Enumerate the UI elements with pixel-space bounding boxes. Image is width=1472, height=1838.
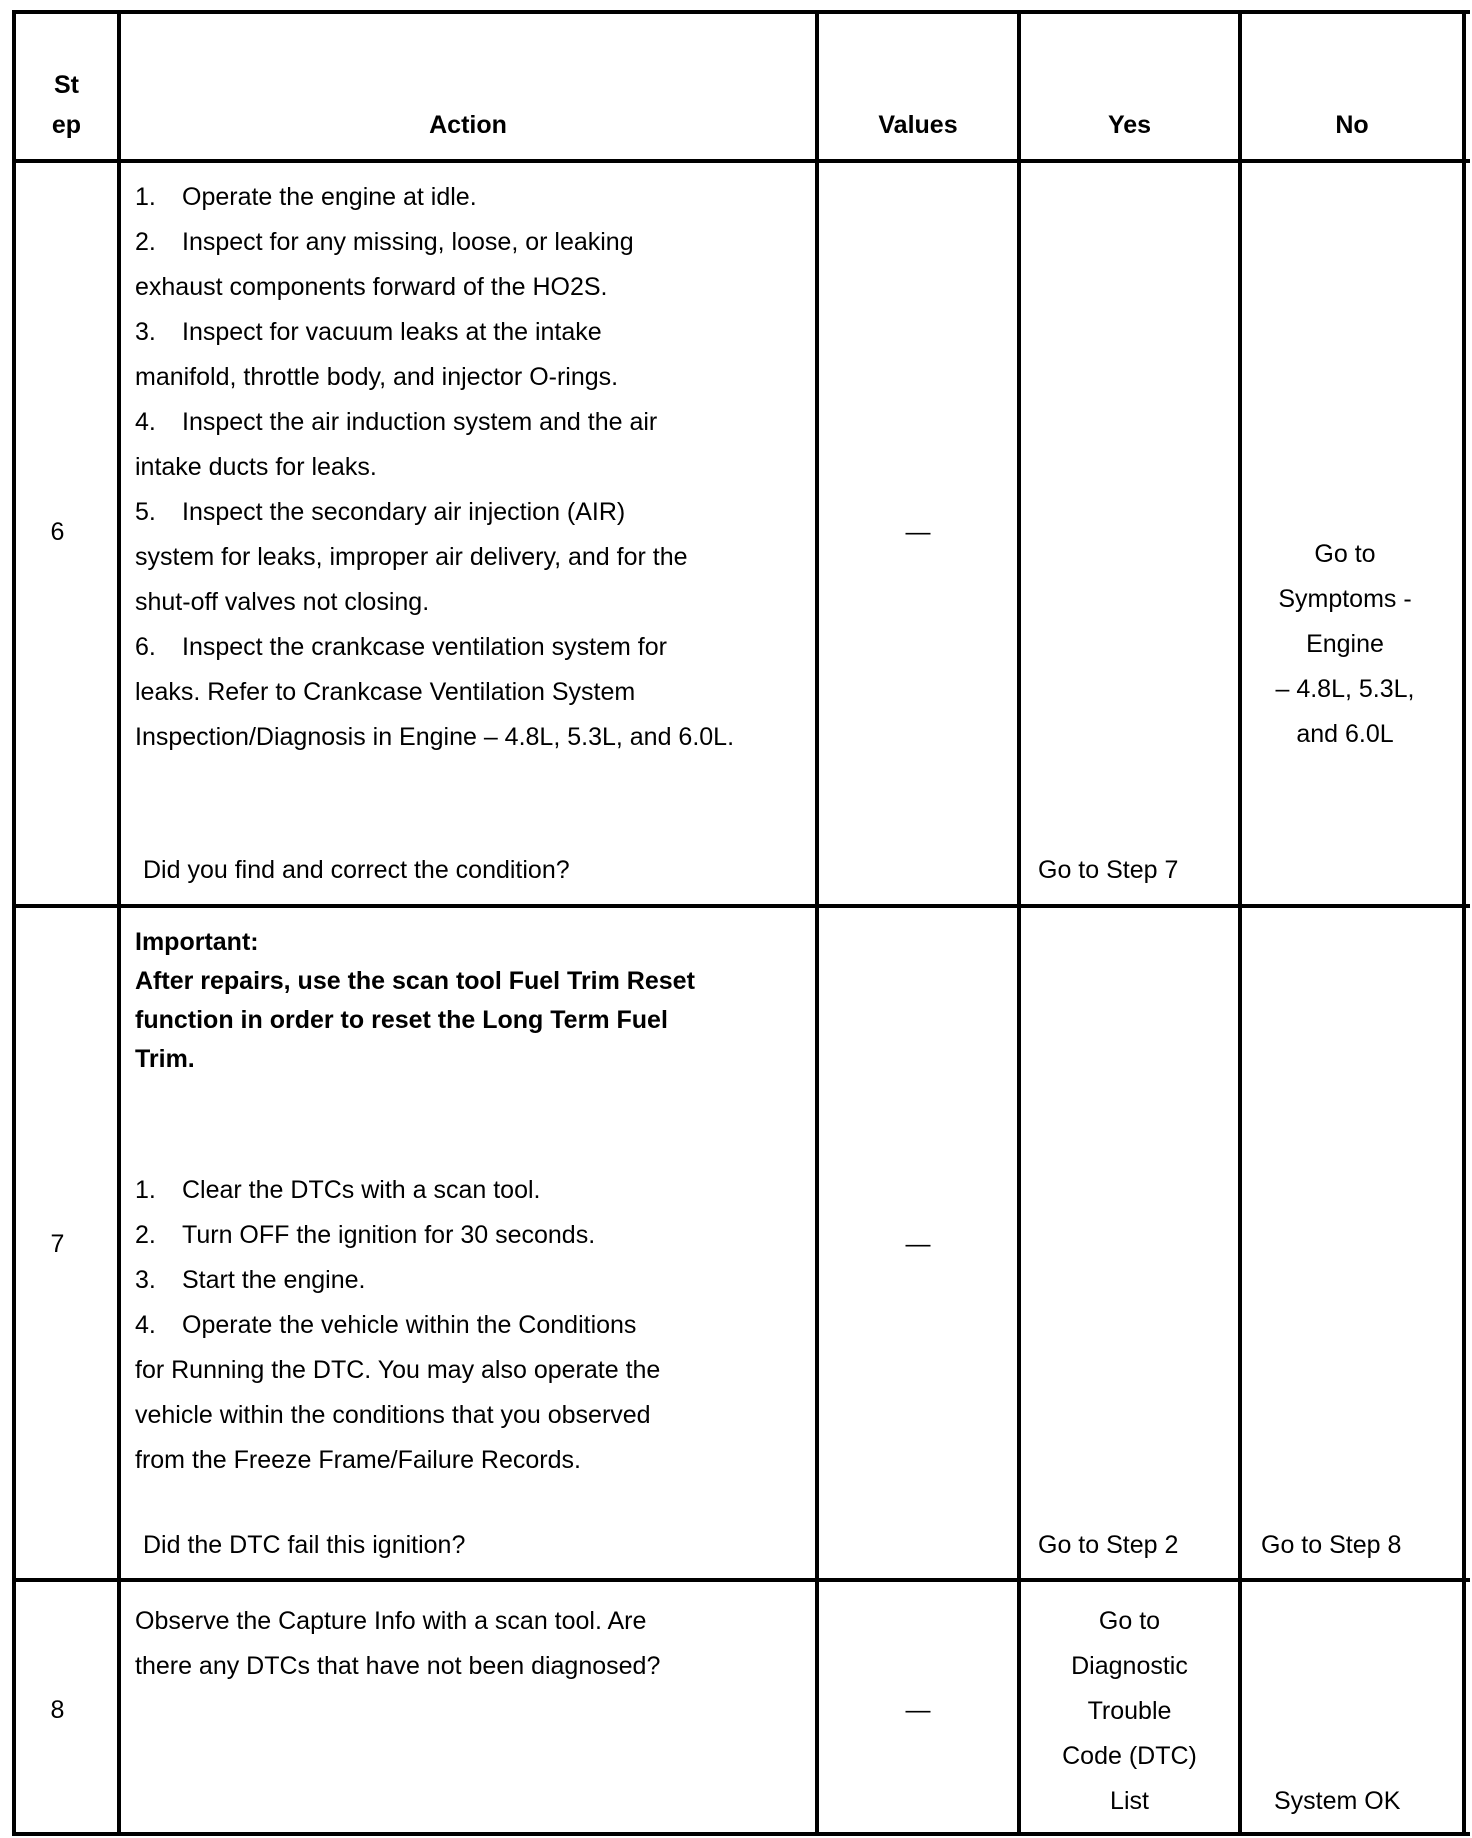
value-step-7: — bbox=[905, 1230, 931, 1258]
header-yes: Yes bbox=[1107, 111, 1152, 139]
action-item-cont: manifold, throttle body, and injector O-rings. bbox=[135, 363, 619, 391]
action-item: 2. Inspect for any missing, loose, or leaking bbox=[135, 228, 634, 256]
value-step-6: — bbox=[905, 518, 931, 546]
col-divider-left bbox=[12, 12, 16, 1836]
action-item: 2. Turn OFF the ignition for 30 seconds. bbox=[135, 1221, 596, 1249]
table-border-top bbox=[12, 10, 1470, 14]
header-values: Values bbox=[878, 111, 958, 139]
important-label: Important: bbox=[135, 928, 259, 956]
action-item: 3. Inspect for vacuum leaks at the intake bbox=[135, 318, 602, 346]
step-number-6: 6 bbox=[50, 518, 65, 546]
action-step-7 bbox=[135, 1168, 660, 1483]
header-step-line-1: St bbox=[54, 71, 79, 99]
action-item: 3. Start the engine. bbox=[135, 1266, 366, 1294]
action-item: 5. Inspect the secondary air injection (AIR) bbox=[135, 498, 626, 526]
action-item: 1. Clear the DTCs with a scan tool. bbox=[135, 1176, 541, 1204]
header-step-line-2: ep bbox=[51, 111, 82, 139]
yes-step-7: Go to Step 2 bbox=[1038, 1531, 1179, 1559]
action-item-cont: Inspection/Diagnosis in Engine – 4.8L, 5.3L, and 6.0L. bbox=[135, 723, 735, 751]
action-item: 4. Operate the vehicle within the Conditions bbox=[135, 1311, 637, 1339]
action-item-cont: shut-off valves not closing. bbox=[135, 588, 430, 616]
action-item-cont: from the Freeze Frame/Failure Records. bbox=[135, 1446, 581, 1474]
yes-step-6: Go to Step 7 bbox=[1038, 856, 1179, 884]
action-item-cont: intake ducts for leaks. bbox=[135, 453, 377, 481]
action-item: 4. Inspect the air induction system and the air bbox=[135, 408, 658, 436]
value-step-8: — bbox=[905, 1696, 931, 1724]
action-item-cont: exhaust components forward of the HO2S. bbox=[135, 273, 608, 301]
step-number-8: 8 bbox=[50, 1696, 65, 1724]
col-divider-action-values bbox=[815, 12, 819, 1836]
col-divider-right bbox=[1462, 12, 1466, 1836]
col-divider-values-yes bbox=[1017, 12, 1021, 1836]
yes-step-8: Go to Diagnostic Trouble Code (DTC) List bbox=[1062, 1607, 1197, 1815]
no-step-8: System OK bbox=[1274, 1787, 1401, 1815]
step-number-7: 7 bbox=[50, 1230, 65, 1258]
header-no: No bbox=[1335, 111, 1369, 139]
action-item: 1. Operate the engine at idle. bbox=[135, 183, 477, 211]
col-divider-step-action bbox=[117, 12, 121, 1836]
header-action: Action bbox=[429, 111, 507, 139]
action-item-cont: system for leaks, improper air delivery, and for the bbox=[135, 543, 688, 571]
action-item-cont: vehicle within the conditions that you observed bbox=[135, 1401, 651, 1429]
row-divider-7-8 bbox=[12, 1578, 1470, 1582]
action-item-cont: for Running the DTC. You may also operate the bbox=[135, 1356, 661, 1384]
action-item-cont: leaks. Refer to Crankcase Ventilation System bbox=[135, 678, 636, 706]
row-divider-6-7 bbox=[12, 904, 1470, 908]
question-step-6: Did you find and correct the condition? bbox=[143, 856, 570, 884]
no-step-6: Go to Symptoms - Engine – 4.8L, 5.3L, and 6.0L bbox=[1275, 540, 1415, 748]
header-step bbox=[16, 65, 117, 145]
header-divider bbox=[12, 159, 1470, 163]
table-border-bottom bbox=[12, 1832, 1470, 1836]
action-item: 6. Inspect the crankcase ventilation system for bbox=[135, 633, 667, 661]
question-step-7: Did the DTC fail this ignition? bbox=[143, 1531, 466, 1559]
action-step-6 bbox=[135, 175, 734, 760]
col-divider-yes-no bbox=[1238, 12, 1242, 1836]
action-step-8: Observe the Capture Info with a scan tool. Are there any DTCs that have not been diagnosed? bbox=[135, 1607, 661, 1680]
no-step-7: Go to Step 8 bbox=[1261, 1531, 1402, 1559]
important-note: Important: After repairs, use the scan tool Fuel Trim Reset function in order to reset the Long Term Fuel Trim. bbox=[135, 923, 695, 1079]
